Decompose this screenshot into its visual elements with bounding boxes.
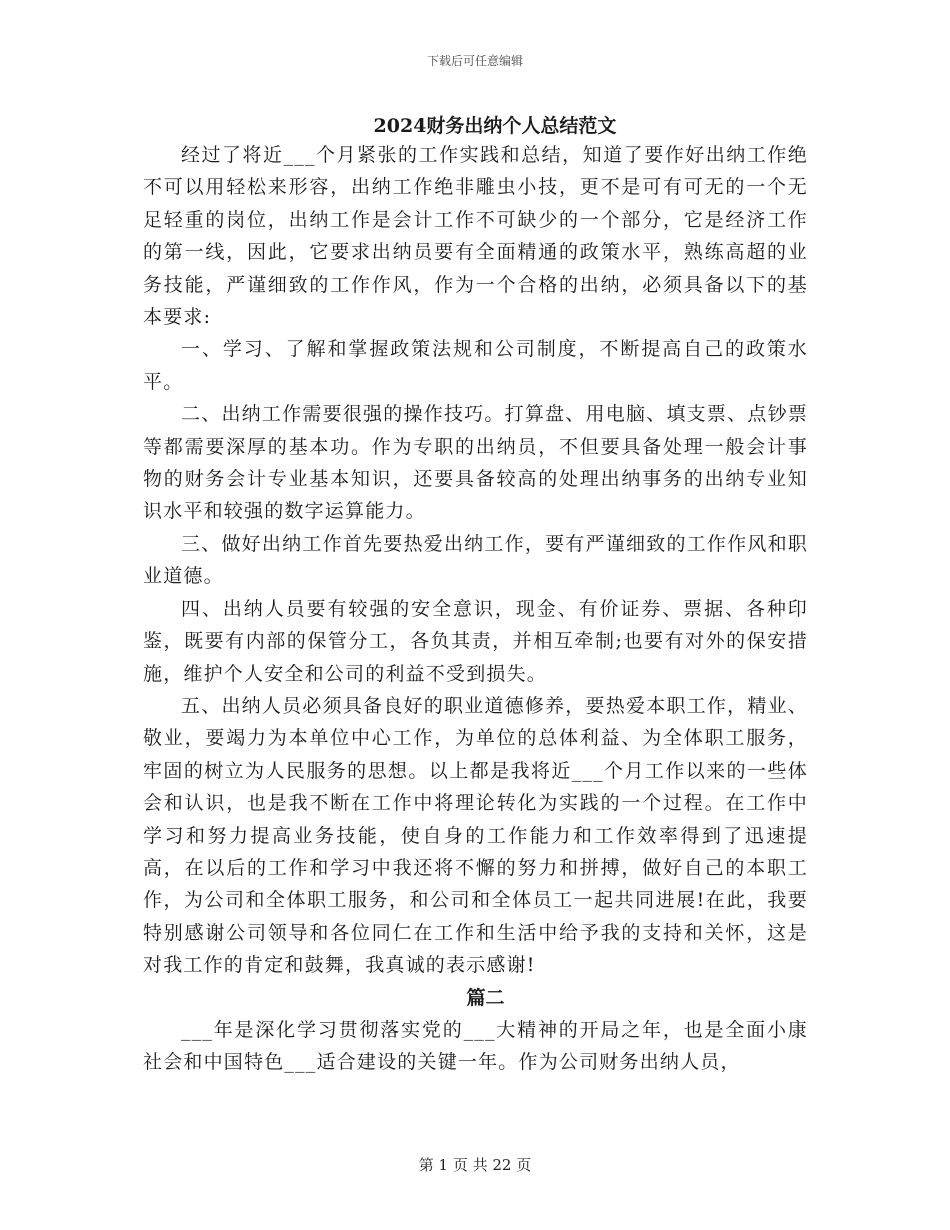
paragraph-point-5: 五、出纳人员必须具备良好的职业道德修养，要热爱本职工作，精业、敬业，要竭力为本单位中心工作，为单位的总体利益、为全体职工服务，牢固的树立为人民服务的思想。以上都是我将近___个月工作以来的一些体会和认识，也是我不断在工作中将理论转化为实践的一个过程。在工作中学习和努力提高业务技能，使自身的工作能力和工作效率得到了迅速提高，在以后的工作和学习中我还将不懈的努力和拼搏，做好自己的本职工作，为公司和全体职工服务，和公司和全体员工一起共同进展!在此，我要特别感谢公司领导和各位同仁在工作和生活中给予我的支持和关怀，这是对我工作的肯定和鼓舞，我真诚的表示感谢! — [143, 694, 808, 977]
paragraph-section2-intro: ___年是深化学习贯彻落实党的___大精神的开局之年，也是全面小康社会和中国特色___适合建设的关键一年。作为公司财务出纳人员， — [143, 1018, 808, 1074]
page-number-footer: 第 1 页 共 22 页 — [418, 1156, 532, 1174]
page-header-note: 下载后可任意编辑 — [426, 54, 523, 68]
document-body — [143, 139, 808, 1079]
document-title: 2024财务出纳个人总结范文 — [373, 115, 617, 137]
section-heading: 篇二 — [466, 986, 505, 1009]
paragraph-point-1: 一、学习、了解和掌握政策法规和公司制度，不断提高自己的政策水平。 — [143, 338, 808, 393]
paragraph-intro: 经过了将近___个月紧张的工作实践和总结，知道了要作好出纳工作绝不可以用轻松来形容，出纳工作绝非雕虫小技，更不是可有可无的一个无足轻重的岗位，出纳工作是会计工作不可缺少的一个部分，它是经济工作的第一线，因此，它要求出纳员要有全面精通的政策水平，熟练高超的业务技能，严谨细致的工作作风，作为一个合格的出纳，必须具备以下的基本要求: — [143, 144, 808, 329]
paragraph-point-3: 三、做好出纳工作首先要热爱出纳工作，要有严谨细致的工作作风和职业道德。 — [143, 532, 808, 588]
paragraph-point-2: 二、出纳工作需要很强的操作技巧。打算盘、用电脑、填支票、点钞票等都需要深厚的基本功。作为专职的出纳员，不但要具备处理一般会计事物的财务会计专业基本知识，还要具备较高的处理出纳事务的出纳专业知识水平和较强的数字运算能力。 — [143, 403, 808, 523]
paragraph-point-4: 四、出纳人员要有较强的安全意识，现金、有价证券、票据、各种印鉴，既要有内部的保管分工，各负其责，并相互牵制;也要有对外的保安措施，维护个人安全和公司的利益不受到损失。 — [143, 597, 808, 685]
